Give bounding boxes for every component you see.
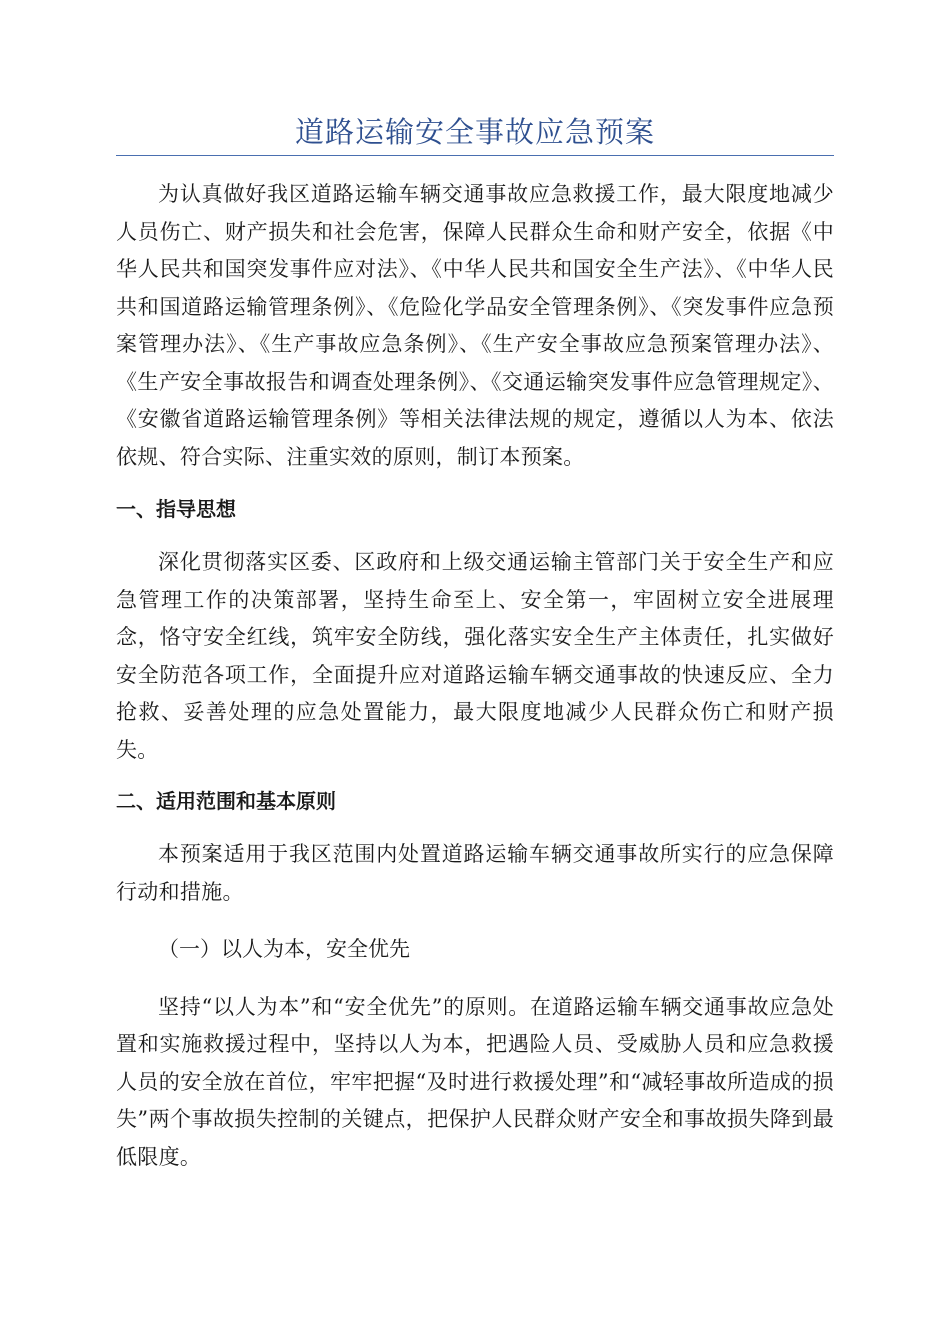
guiding-ideology-paragraph: 深化贯彻落实区委、区政府和上级交通运输主管部门关于安全生产和应急管理工作的决策部署，坚持生命至上、安全第一，牢固树立安全进展理念，恪守安全红线，筑牢安全防线，强化落实安全生产主体责任，扎实做好安全防范各项工作，全面提升应对道路运输车辆交通事故的快速反应、全力抢救、妥善处理的应急处置能力，最大限度地减少人民群众伤亡和财产损失。 (116, 550, 834, 762)
subheading-people-first: （一）以人为本，安全优先 (158, 937, 410, 961)
people-first-paragraph: 坚持“以人为本”和“安全优先”的原则。在道路运输车辆交通事故应急处置和实施救援过程中，坚持以人为本，把遇险人员、受威胁人员和应急救援人员的安全放在首位，牢牢把握“及时进行救援处理”和“减轻事故所造成的损失”两个事故损失控制的关键点，把保护人民群众财产安全和事故损失降到最低限度。 (116, 994, 834, 1169)
document-page (116, 112, 834, 1176)
section-heading-guiding-ideology: 一、指导思想 (116, 497, 236, 521)
intro-paragraph: 为认真做好我区道路运输车辆交通事故应急救援工作，最大限度地减少人员伤亡、财产损失和社会危害，保障人民群众生命和财产安全，依据《中华人民共和国突发事件应对法》、《中华人民共和国安全生产法》、《中华人民共和国道路运输管理条例》、《危险化学品安全管理条例》、《突发事件应急预案管理办法》、《生产事故应急条例》、《生产安全事故应急预案管理办法》、《生产安全事故报告和调查处理条例》、《交通运输突发事件应急管理规定》、《安徽省道路运输管理条例》等相关法律法规的规定，遵循以人为本、依法依规、符合实际、注重实效的原则，制订本预案。 (116, 182, 834, 469)
section-heading-scope-principles: 二、适用范围和基本原则 (116, 789, 336, 813)
scope-paragraph: 本预案适用于我区范围内处置道路运输车辆交通事故所实行的应急保障行动和措施。 (116, 842, 834, 904)
title-underline (116, 155, 834, 156)
document-title: 道路运输安全事故应急预案 (294, 115, 655, 149)
